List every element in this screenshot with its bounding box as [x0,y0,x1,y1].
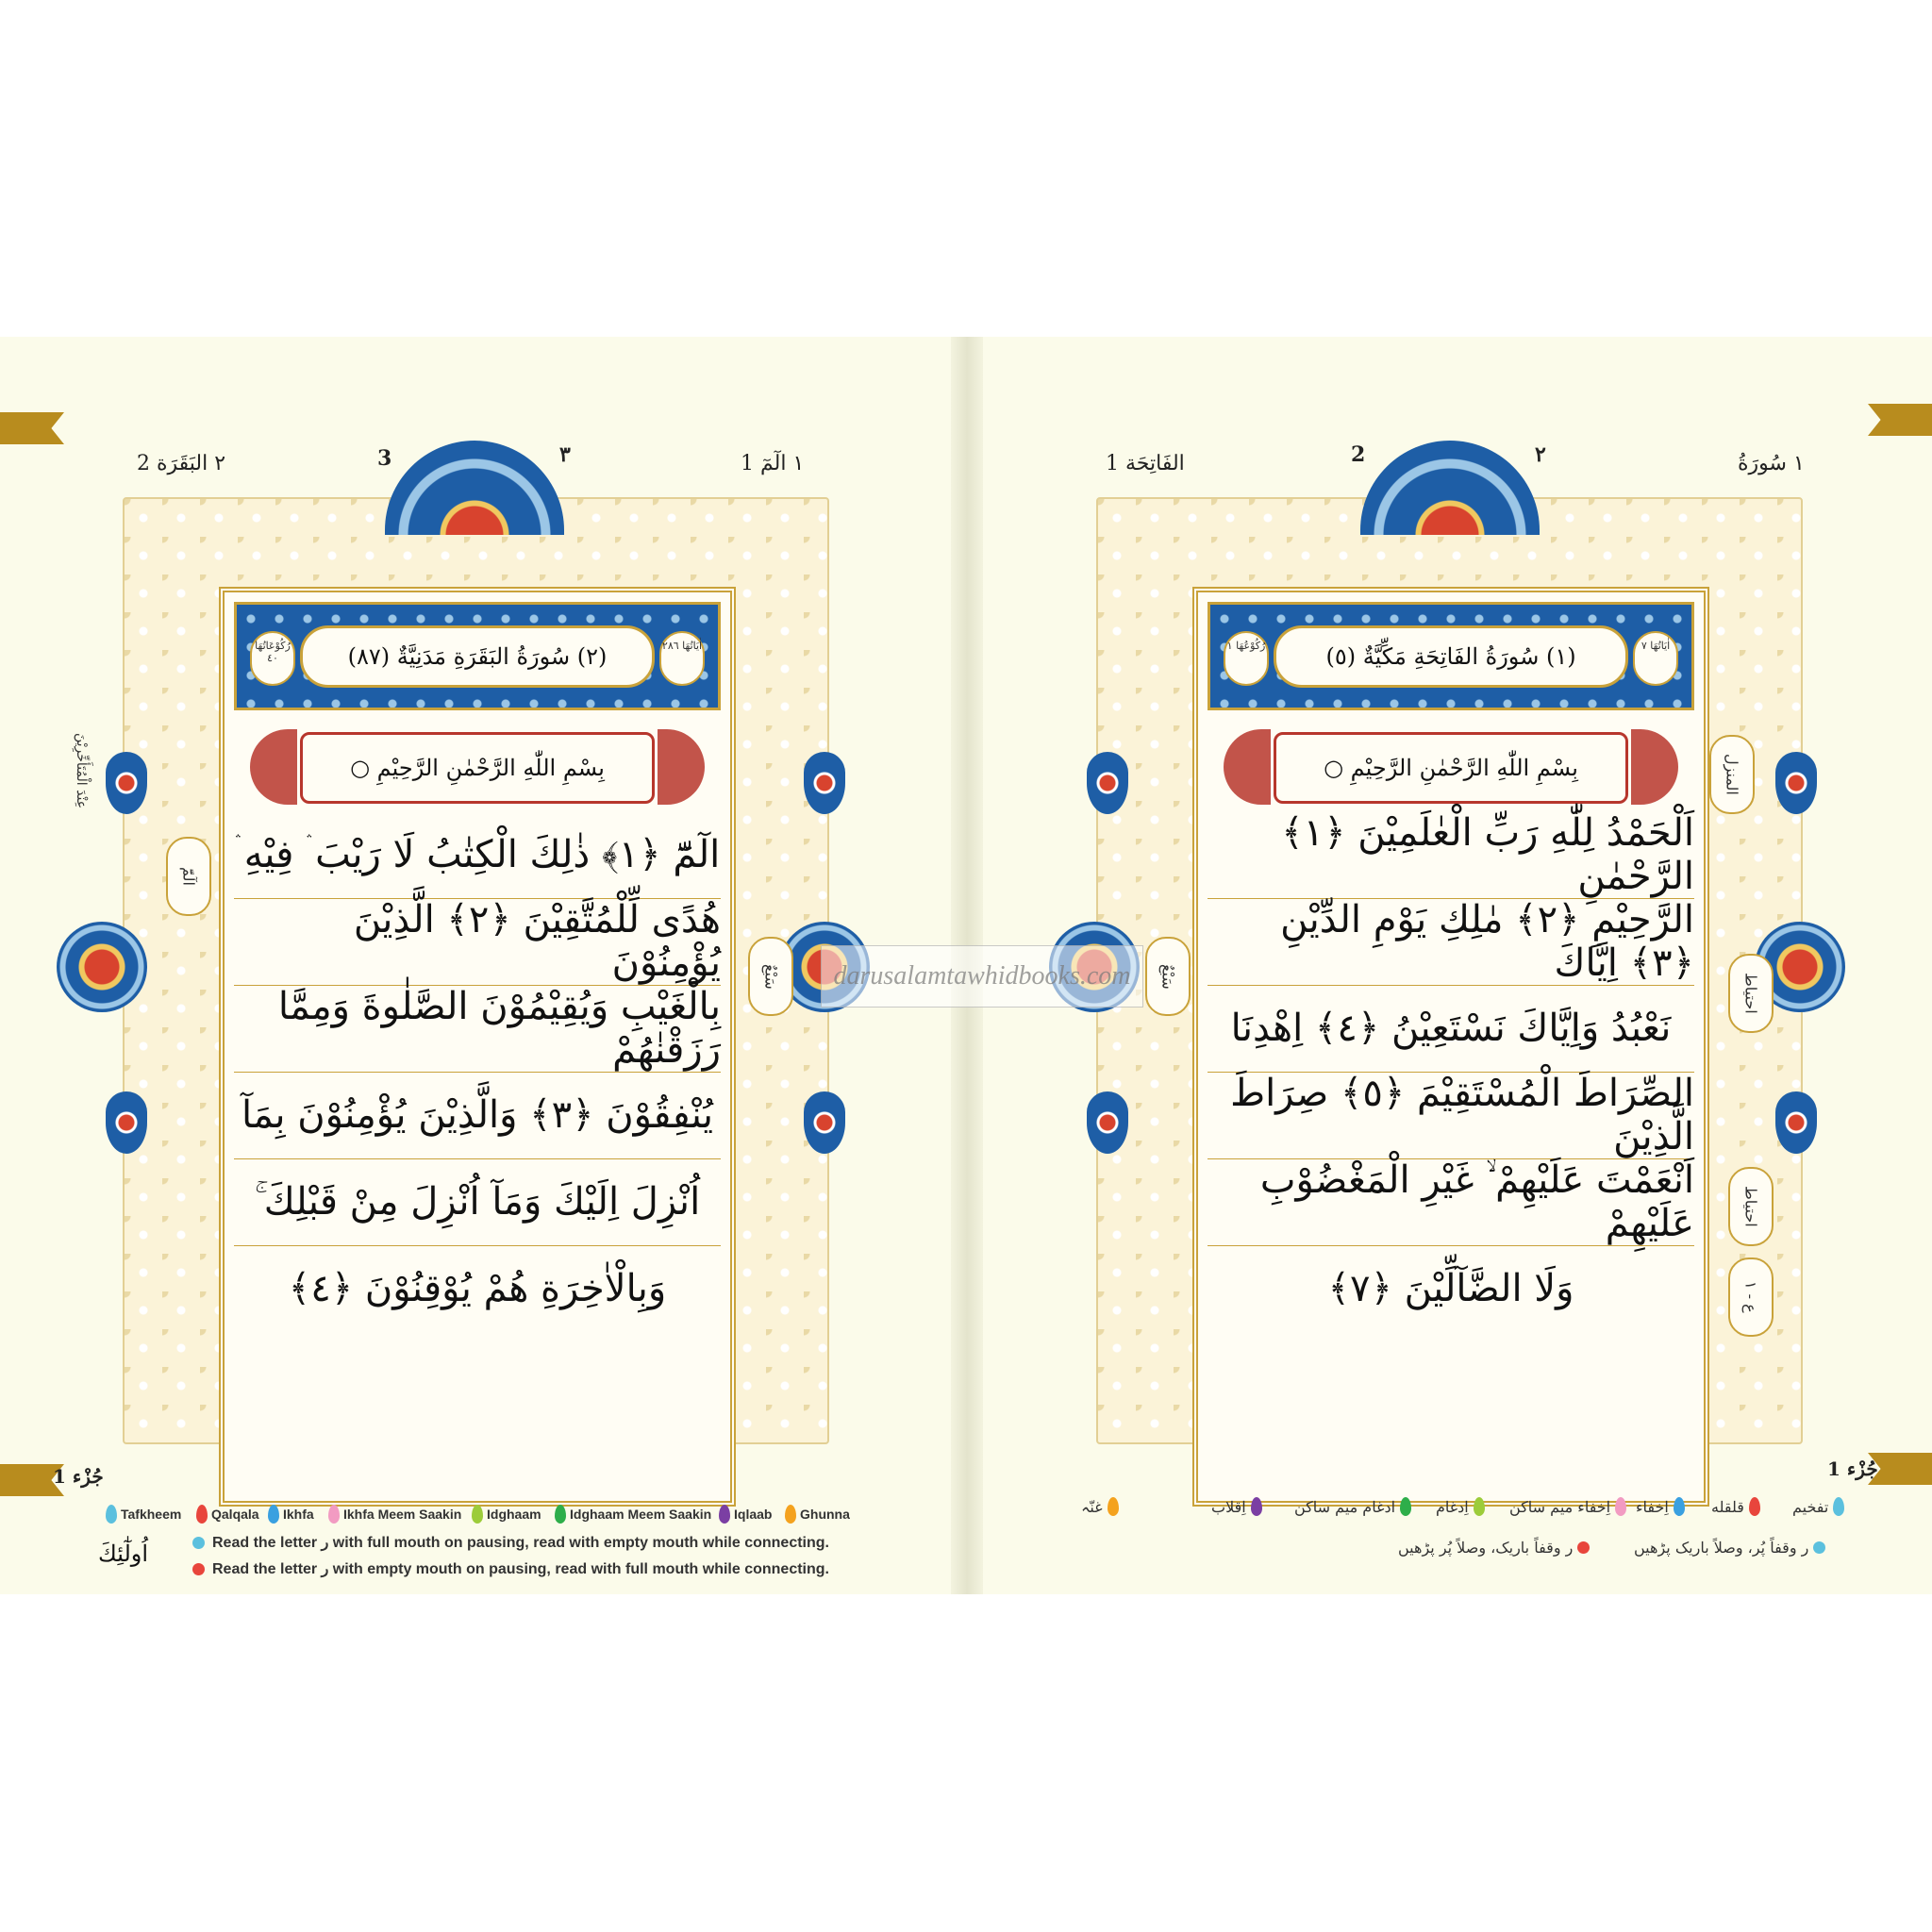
legend-ikhfa-ur: اِخفاء [1636,1497,1685,1516]
dot-icon [192,1563,205,1575]
dot-icon [1813,1541,1825,1554]
margin-tab-manzil: المنزل [1709,735,1755,814]
leaf-icon [555,1505,566,1524]
surah-title: (١) سُورَةُ الفَاتِحَةِ مَكِّيَّةٌ (٥) [1274,625,1628,688]
surah-header: الفَاتِحَة 1 [1106,452,1185,475]
rukus-medallion: رُكُوْعَاتُهَا ٤٠ [250,631,295,686]
leaf-icon [1108,1497,1119,1516]
legend-tafkheem: Tafkheem [106,1505,181,1524]
surah-header: ٢ البَقَرَة 2 [137,452,226,475]
leaf-icon [1251,1497,1262,1516]
legend-iqlaab-ur: اِقلاب [1211,1497,1262,1516]
bismillah: بِسْمِ اللّٰهِ الرَّحْمٰنِ الرَّحِيْمِ ○ [300,732,655,804]
verse-line: اَلْحَمْدُ لِلّٰهِ رَبِّ الْعٰلَمِيْنَ ﴿١﴾ الرَّحْمٰنِ [1208,811,1694,899]
leaf-icon [1615,1497,1626,1516]
verse-line: نَعْبُدُ وَاِيَّاكَ نَسْتَعِيْنُ ﴿٤﴾ اِهْدِنَا [1208,985,1694,1073]
margin-tab-upper: الٓمّٓ [166,837,211,916]
verse-line: هُدًى لِّلْمُتَّقِيْنَ ﴿٢﴾ الَّذِيْنَ يُؤْمِنُوْنَ [234,898,721,986]
juz-header: ١ الٓمٓ 1 [741,452,805,475]
leaf-icon [1474,1497,1485,1516]
dot-icon [1577,1541,1590,1554]
ra-note-full-ur: ر وقفاً پُر، وصلاً باریک پڑھیں [1634,1539,1825,1557]
leaf-icon [1674,1497,1685,1516]
margin-tab-mid: سَبْعٌ [1145,937,1191,1016]
page-number-arabic: ٢ [1535,442,1546,467]
verse-line: اُنْزِلَ اِلَيْكَ وَمَآ اُنْزِلَ مِنْ قَبْلِكَ ۚ [234,1158,721,1246]
page-number-arabic: ٣ [559,442,571,467]
side-ornament [106,752,147,814]
side-ornament [1775,752,1817,814]
legend-ikhfa-meem-saakin-ur: اِخفاء میم ساکن [1509,1497,1626,1516]
legend-iqlaab: Iqlaab [719,1505,772,1524]
ra-note-empty-ur: ر وقفاً باریک، وصلاً پُر پڑھیں [1398,1539,1590,1557]
margin-note: عِنْدَ الْمُتَأَخِّرِيْنَ [74,733,89,809]
leaf-icon [1400,1497,1411,1516]
dot-icon [192,1537,205,1549]
ayat-medallion: اٰيَاتُهَا ٢٨٦ [659,631,705,686]
legend-idghaam-meem-saakin: Idghaam Meem Saakin [555,1505,711,1524]
verse-line: وَبِالْاٰخِرَةِ هُمْ يُوْقِنُوْنَ ﴿٤﴾ [288,1267,667,1310]
leaf-icon [1749,1497,1760,1516]
leaf-icon [1833,1497,1844,1516]
verse-line: يُنْفِقُوْنَ ﴿٣﴾ وَالَّذِيْنَ يُؤْمِنُوْنَ بِمَآ [234,1072,721,1159]
leaf-icon [196,1505,208,1524]
side-ornament [1775,1091,1817,1154]
verse-line: بِالْغَيْبِ وَيُقِيْمُوْنَ الصَّلٰوةَ وَمِمَّا رَزَقْنٰهُمْ [234,985,721,1073]
leaf-icon [268,1505,279,1524]
ra-note-empty: Read the letter ر with empty mouth on pausing, read with full mouth while connecting. [192,1559,829,1578]
catchword: اُولٰٓئِكَ [98,1541,149,1567]
legend-ghunna-ur: غنّہ [1081,1497,1119,1516]
juz-footer: جُزْء 1 [1827,1457,1878,1480]
juz-header: ١ سُورَةُ [1738,452,1805,475]
text-frame [219,587,736,1507]
surah-banner [234,602,721,710]
leaf-icon [719,1505,730,1524]
legend-tafkheem-ur: تفخيم [1792,1497,1844,1516]
leaf-icon [328,1505,340,1524]
leaf-icon [785,1505,796,1524]
top-crest-ornament [1360,441,1540,535]
watermark: darusalamtawhidbooks.com [821,945,1143,1008]
leaf-icon [106,1505,117,1524]
legend-ghunna: Ghunna [785,1505,850,1524]
verse-line: وَلَا الضَّآلِّيْنَ ﴿٧﴾ [1327,1267,1574,1310]
legend-ikhfa: Ikhfa [268,1505,314,1524]
text-frame [1192,587,1709,1507]
leaf-icon [472,1505,483,1524]
verse-line: الٓمّٓ ﴿١﴾ ذٰلِكَ الْكِتٰبُ لَا رَيْبَ ۛ فِيْهِ ۛ [234,811,721,899]
ayat-medallion: اٰيَاتُهَا ٧ [1633,631,1678,686]
legend-qalqala-ur: قلقله [1711,1497,1760,1516]
legend-idghaam: Idghaam [472,1505,541,1524]
page-number: 2 [1351,442,1366,467]
verse-line: الصِّرَاطَ الْمُسْتَقِيْمَ ﴿٥﴾ صِرَاطَ الَّذِيْنَ [1208,1072,1694,1159]
verse-line: اَنْعَمْتَ عَلَيْهِمْ ۙ غَيْرِ الْمَغْضُوْبِ عَلَيْهِمْ [1208,1158,1694,1246]
ra-note-full: Read the letter ر with full mouth on pausing, read with empty mouth while connecting. [192,1533,829,1552]
legend-idghaam-meem-saakin-ur: ادغام میم ساکن [1294,1497,1411,1516]
margin-tab-mid: سَبْعٌ [748,937,793,1016]
margin-tab-ihtiyat-2: احتياط [1728,1167,1774,1246]
bismillah: بِسْمِ اللّٰهِ الرَّحْمٰنِ الرَّحِيْمِ ○ [1274,732,1628,804]
side-ornament [1087,752,1128,814]
legend-idghaam-ur: اِدغام [1436,1497,1485,1516]
surah-title: (٢) سُورَةُ البَقَرَةِ مَدَنِيَّةٌ (٨٧) [300,625,655,688]
margin-tab-ihtiyat-1: احتياط [1728,954,1774,1033]
left-page [0,337,943,1594]
surah-banner [1208,602,1694,710]
verse-line: الرَّحِيْمِ ﴿٢﴾ مٰلِكِ يَوْمِ الدِّيْنِ ﴿٣﴾ اِيَّاكَ [1208,898,1694,986]
side-ornament [804,752,845,814]
side-rosette-left [57,922,147,1012]
page-number: 3 [377,446,392,471]
side-ornament [804,1091,845,1154]
legend-ikhfa-meem-saakin: Ikhfa Meem Saakin [328,1505,461,1524]
side-ornament [1087,1091,1128,1154]
legend-qalqala: Qalqala [196,1505,259,1524]
rukus-medallion: رُكُوْعُهَا ١ [1224,631,1269,686]
margin-tab-ruku: ع - ١ [1728,1257,1774,1337]
top-crest-ornament [385,441,564,535]
juz-footer: جُزْء 1 [53,1465,104,1488]
side-ornament [106,1091,147,1154]
